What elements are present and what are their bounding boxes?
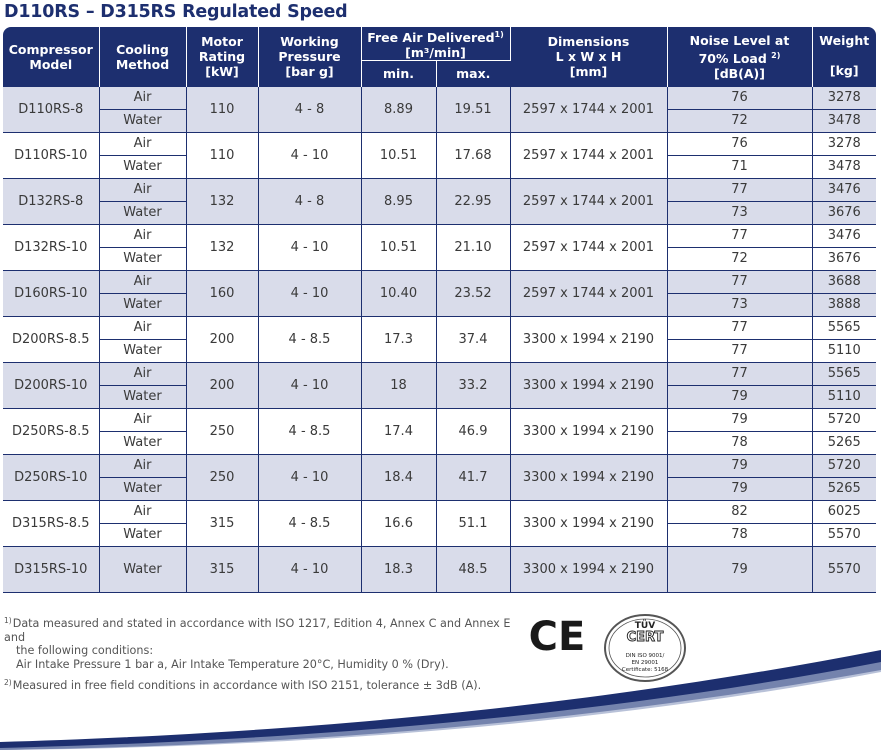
cell-model: D200RS-8.5	[3, 316, 99, 362]
cell-weight: 3278	[812, 87, 876, 110]
cell-dimensions: 3300 x 1994 x 2190	[510, 316, 667, 362]
table-row	[3, 546, 876, 592]
cell-fad-max: 37.4	[436, 316, 510, 362]
cell-pressure: 4 - 10	[258, 224, 361, 270]
cell-noise: 72	[667, 109, 812, 132]
cell-model: D200RS-10	[3, 362, 99, 408]
cell-noise: 77	[667, 270, 812, 293]
spec-table-body	[3, 87, 876, 593]
cell-weight: 5720	[812, 454, 876, 477]
spec-table	[3, 27, 876, 593]
cell-noise: 77	[667, 224, 812, 247]
cell-weight: 3676	[812, 247, 876, 270]
cell-weight: 5265	[812, 431, 876, 454]
cell-motor: 315	[186, 546, 258, 592]
cell-dimensions: 2597 x 1744 x 2001	[510, 178, 667, 224]
cell-dimensions: 3300 x 1994 x 2190	[510, 546, 667, 592]
cell-fad-max: 23.52	[436, 270, 510, 316]
table-row	[3, 316, 876, 339]
cell-weight: 3476	[812, 178, 876, 201]
cell-weight: 5720	[812, 408, 876, 431]
cell-cooling: Air	[99, 316, 186, 339]
cell-noise: 73	[667, 201, 812, 224]
header-noise-level: Noise Level at 70% Load $^{2)}$ [dB(A)]	[667, 27, 812, 87]
cell-pressure: 4 - 10	[258, 270, 361, 316]
header-dimensions: Dimensions L x W x H [mm]	[510, 27, 667, 87]
cell-pressure: 4 - 8.5	[258, 316, 361, 362]
cell-cooling: Air	[99, 362, 186, 385]
cell-noise: 78	[667, 431, 812, 454]
cell-fad-min: 10.40	[361, 270, 436, 316]
spec-table-container	[3, 27, 876, 605]
cell-cooling: Water	[99, 523, 186, 546]
cell-weight: 6025	[812, 500, 876, 523]
cell-model: D132RS-10	[3, 224, 99, 270]
cell-cooling: Water	[99, 385, 186, 408]
cell-motor: 200	[186, 362, 258, 408]
table-row	[3, 454, 876, 477]
cell-noise: 78	[667, 523, 812, 546]
cell-dimensions: 2597 x 1744 x 2001	[510, 224, 667, 270]
cell-cooling: Water	[99, 431, 186, 454]
table-row	[3, 224, 876, 247]
cell-weight: 5565	[812, 316, 876, 339]
cell-fad-max: 46.9	[436, 408, 510, 454]
cell-weight: 5265	[812, 477, 876, 500]
cell-noise: 77	[667, 339, 812, 362]
cell-model: D110RS-8	[3, 87, 99, 133]
cell-pressure: 4 - 10	[258, 454, 361, 500]
cell-fad-max: 33.2	[436, 362, 510, 408]
cell-fad-max: 17.68	[436, 132, 510, 178]
cell-noise: 76	[667, 132, 812, 155]
header-fad-max: max.	[436, 61, 510, 87]
cell-weight: 3888	[812, 293, 876, 316]
table-row	[3, 408, 876, 431]
svg-text:DIN ISO 9001/: DIN ISO 9001/	[625, 653, 665, 659]
cell-noise: 71	[667, 155, 812, 178]
cell-dimensions: 3300 x 1994 x 2190	[510, 362, 667, 408]
table-row	[3, 362, 876, 385]
cell-cooling: Air	[99, 87, 186, 110]
table-row	[3, 87, 876, 110]
cell-motor: 132	[186, 224, 258, 270]
cell-fad-min: 10.51	[361, 132, 436, 178]
cell-motor: 160	[186, 270, 258, 316]
cell-weight: 5110	[812, 339, 876, 362]
header-weight: Weight [kg]	[812, 27, 876, 87]
svg-text:CERT: CERT	[626, 630, 664, 645]
cell-motor: 315	[186, 500, 258, 546]
cell-pressure: 4 - 10	[258, 132, 361, 178]
svg-text:CE: CE	[528, 614, 586, 658]
cell-weight: 5570	[812, 546, 876, 592]
cell-model: D132RS-8	[3, 178, 99, 224]
cell-noise: 72	[667, 247, 812, 270]
cell-pressure: 4 - 8	[258, 87, 361, 133]
header-cooling-method: Cooling Method	[99, 27, 186, 87]
cell-model: D250RS-10	[3, 454, 99, 500]
cell-model: D250RS-8.5	[3, 408, 99, 454]
cell-noise: 73	[667, 293, 812, 316]
cell-cooling: Water	[99, 201, 186, 224]
cell-fad-max: 22.95	[436, 178, 510, 224]
cell-cooling: Air	[99, 178, 186, 201]
table-row	[3, 132, 876, 155]
cell-fad-max: 21.10	[436, 224, 510, 270]
cell-noise: 79	[667, 477, 812, 500]
cell-dimensions: 3300 x 1994 x 2190	[510, 454, 667, 500]
cell-motor: 250	[186, 454, 258, 500]
cell-noise: 82	[667, 500, 812, 523]
cell-weight: 3478	[812, 109, 876, 132]
cell-weight: 3278	[812, 132, 876, 155]
cell-dimensions: 3300 x 1994 x 2190	[510, 500, 667, 546]
svg-text:EN 29001: EN 29001	[631, 660, 659, 666]
cell-weight: 3478	[812, 155, 876, 178]
page-title: D110RS – D315RS Regulated Speed	[4, 2, 348, 22]
cell-fad-min: 17.4	[361, 408, 436, 454]
cell-cooling: Water	[99, 109, 186, 132]
svg-text:TÜV: TÜV	[634, 621, 656, 631]
cell-motor: 110	[186, 87, 258, 133]
header-working-pressure: Working Pressure [bar g]	[258, 27, 361, 87]
cell-dimensions: 2597 x 1744 x 2001	[510, 87, 667, 133]
cell-fad-min: 17.3	[361, 316, 436, 362]
cell-cooling: Air	[99, 408, 186, 431]
cell-pressure: 4 - 8.5	[258, 408, 361, 454]
cell-cooling: Water	[99, 477, 186, 500]
header-motor-rating: Motor Rating [kW]	[186, 27, 258, 87]
cell-weight: 5110	[812, 385, 876, 408]
cell-weight: 3688	[812, 270, 876, 293]
table-row	[3, 500, 876, 523]
cell-fad-max: 41.7	[436, 454, 510, 500]
cell-cooling: Water	[99, 339, 186, 362]
cell-fad-min: 18	[361, 362, 436, 408]
cell-noise: 79	[667, 546, 812, 592]
cell-fad-min: 18.4	[361, 454, 436, 500]
cell-noise: 77	[667, 316, 812, 339]
cell-model: D110RS-10	[3, 132, 99, 178]
cell-cooling: Air	[99, 270, 186, 293]
decorative-swoosh	[0, 650, 881, 750]
cell-cooling: Air	[99, 132, 186, 155]
cell-cooling: Air	[99, 224, 186, 247]
cell-pressure: 4 - 10	[258, 546, 361, 592]
cell-motor: 250	[186, 408, 258, 454]
table-row	[3, 178, 876, 201]
cell-fad-min: 16.6	[361, 500, 436, 546]
cell-fad-min: 8.89	[361, 87, 436, 133]
footnote-1: $^{1)}$Data measured and stated in accordance with ISO 1217, Edition 4, Annex C and Annex E and the following conditions: Air Intake Pressure 1 bar a, Air Intake Temperature 20°C, Humidity 0 % (Dry).	[4, 616, 511, 671]
cell-noise: 77	[667, 362, 812, 385]
header-free-air-delivered: Free Air Delivered$^{1)}$ [m³/min]	[361, 27, 510, 61]
cell-weight: 5570	[812, 523, 876, 546]
cell-motor: 132	[186, 178, 258, 224]
cell-cooling: Water	[99, 247, 186, 270]
cell-fad-min: 10.51	[361, 224, 436, 270]
cell-cooling: Water	[99, 546, 186, 592]
cell-cooling: Water	[99, 155, 186, 178]
cell-weight: 5565	[812, 362, 876, 385]
cell-noise: 79	[667, 385, 812, 408]
cell-fad-max: 48.5	[436, 546, 510, 592]
cell-model: D315RS-8.5	[3, 500, 99, 546]
header-compressor-model: Compressor Model	[3, 27, 99, 87]
cell-pressure: 4 - 8.5	[258, 500, 361, 546]
cell-fad-max: 19.51	[436, 87, 510, 133]
cell-dimensions: 2597 x 1744 x 2001	[510, 132, 667, 178]
cell-pressure: 4 - 10	[258, 362, 361, 408]
cell-noise: 79	[667, 454, 812, 477]
cell-cooling: Air	[99, 500, 186, 523]
cell-noise: 77	[667, 178, 812, 201]
cell-motor: 110	[186, 132, 258, 178]
cell-cooling: Air	[99, 454, 186, 477]
cell-weight: 3476	[812, 224, 876, 247]
cell-dimensions: 3300 x 1994 x 2190	[510, 408, 667, 454]
table-row	[3, 270, 876, 293]
cell-cooling: Water	[99, 293, 186, 316]
header-fad-min: min.	[361, 61, 436, 87]
cell-fad-max: 51.1	[436, 500, 510, 546]
cell-fad-min: 18.3	[361, 546, 436, 592]
cell-model: D160RS-10	[3, 270, 99, 316]
footnote-2: $^{2)}$Measured in free field conditions in accordance with ISO 2151, tolerance ± 3dB (A).	[4, 678, 482, 692]
cell-model: D315RS-10	[3, 546, 99, 592]
cell-pressure: 4 - 8	[258, 178, 361, 224]
cell-motor: 200	[186, 316, 258, 362]
cell-weight: 3676	[812, 201, 876, 224]
cell-dimensions: 2597 x 1744 x 2001	[510, 270, 667, 316]
cell-fad-min: 8.95	[361, 178, 436, 224]
cell-noise: 76	[667, 87, 812, 110]
svg-text:Certificate: 5168: Certificate: 5168	[621, 667, 669, 673]
cell-noise: 79	[667, 408, 812, 431]
